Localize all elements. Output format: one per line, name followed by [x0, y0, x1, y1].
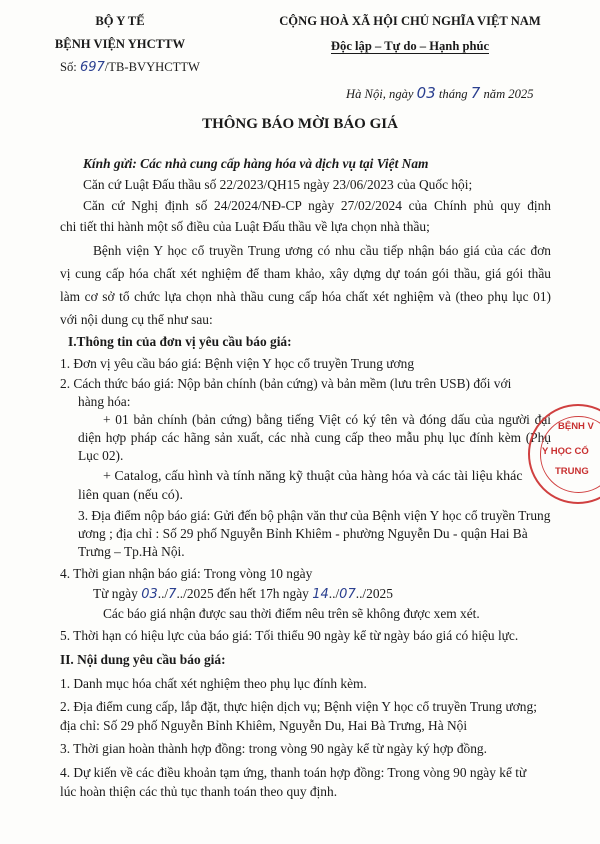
doc-number-handwritten: 697: [79, 60, 105, 75]
to-tail: ../2025: [355, 586, 393, 601]
section-1-sub-1a: + 01 bản chính (bản cứng) bằng tiếng Việt có ký tên và đóng dấu của người đại: [103, 412, 551, 427]
section-1-date-range: [93, 586, 393, 602]
section-2-item-4a: 4. Dự kiến về các điều khoản tạm ứng, thanh toán hợp đồng: Trong vòng 90 ngày kể từ: [60, 765, 527, 780]
section-1-item-3c: Trưng – Tp.Hà Nội.: [78, 544, 185, 559]
section-1-heading: I.Thông tin của đơn vị yêu cầu báo giá:: [68, 334, 292, 349]
date-year: năm 2025: [483, 87, 534, 101]
header-doc-number: [60, 60, 200, 75]
section-1-item-4: 4. Thời gian nhận báo giá: Trong vòng 10 ngày: [60, 566, 313, 581]
basis-law: Căn cứ Luật Đấu thầu số 22/2023/QH15 ngày 23/06/2023 của Quốc hội;: [83, 177, 473, 192]
section-2-heading: II. Nội dung yêu cầu báo giá:: [60, 652, 226, 667]
section-1-sub-2b: liên quan (nếu có).: [78, 488, 183, 503]
date-month-label: tháng: [438, 87, 468, 101]
document-title: THÔNG BÁO MỜI BÁO GIÁ: [202, 116, 398, 132]
stamp-clip: [520, 404, 600, 504]
section-1-late-note: Các báo giá nhận được sau thời điểm nêu trên sẽ không được xem xét.: [103, 606, 480, 621]
intro-line-2: vị cung cấp hóa chất xét nghiệm để tham khảo, xây dựng dự toán gói thầu, giá gói thầu: [60, 266, 551, 281]
header-motto-wrap: [255, 37, 565, 55]
section-1-sub-1c: Lục 02).: [78, 448, 124, 463]
date-prefix: Hà Nội, ngày: [346, 87, 414, 101]
basis-decree-2: chi tiết thi hành một số điều của Luật Đấu thầu về lựa chọn nhà thầu;: [60, 219, 430, 234]
from-tail: ../2025 đến hết 17h ngày: [176, 586, 309, 601]
to-sep: ../: [328, 586, 340, 601]
date-day: 03: [416, 84, 436, 102]
section-1-item-3a: 3. Địa điểm nộp báo giá: Gửi đến bộ phận văn thư của Bệnh viện Y học cổ truyền Trung: [78, 508, 551, 523]
section-1-item-2a: 2. Cách thức báo giá: Nộp bản chính (bản cứng) và bản mềm (lưu trên USB) đối với: [60, 376, 512, 391]
addressee: Kính gửi: Các nhà cung cấp hàng hóa và dịch vụ tại Việt Nam: [83, 156, 429, 171]
section-2-item-3: 3. Thời gian hoàn thành hợp đồng: trong vòng 90 ngày kể từ ngày ký hợp đồng.: [60, 741, 487, 756]
section-1-item-2b: hàng hóa:: [78, 394, 131, 409]
from-day: 03: [141, 587, 158, 602]
from-month: 7: [168, 587, 177, 602]
header-hospital: BỆNH VIỆN YHCTTW: [54, 37, 186, 51]
intro-line-1: Bệnh viện Y học cổ truyền Trung ương có nhu cầu tiếp nhận báo giá của các đơn: [93, 243, 551, 258]
section-1-item-1: 1. Đơn vị yêu cầu báo giá: Bệnh viện Y học cổ truyền Trung ương: [60, 356, 415, 371]
doc-number-prefix: Số:: [60, 60, 77, 74]
section-2-item-1: 1. Danh mục hóa chất xét nghiệm theo phụ lục đính kèm.: [60, 676, 367, 691]
date-month: 7: [470, 84, 481, 102]
header-country: CỘNG HOÀ XÃ HỘI CHỦ NGHĨA VIỆT NAM: [279, 14, 541, 28]
header-date: [346, 84, 534, 102]
section-1-item-5: 5. Thời hạn có hiệu lực của báo giá: Tối thiểu 90 ngày kể từ ngày báo giá có hiệu lực.: [60, 628, 519, 643]
section-2-item-2b: địa chỉ: Số 29 phố Nguyễn Bỉnh Khiêm, Nguyễn Du, Hai Bà Trưng, Hà Nội: [60, 718, 468, 733]
section-1-sub-2a: + Catalog, cấu hình và tính năng kỹ thuật của hàng hóa và các tài liệu khác: [103, 469, 523, 484]
from-sep: ../: [157, 586, 169, 601]
header-motto: Độc lập – Tự do – Hạnh phúc: [330, 39, 490, 53]
section-2-item-4b: lúc hoàn thiện các thủ tục thanh toán theo quy định.: [60, 784, 338, 799]
stamp-line-1: BỆNH V: [558, 421, 594, 432]
intro-line-4: với nội dung cụ thể như sau:: [60, 312, 213, 327]
basis-decree-1: Căn cứ Nghị định số 24/2024/NĐ-CP ngày 27/02/2024 của Chính phủ quy định: [83, 198, 551, 213]
to-day: 14: [312, 587, 329, 602]
section-2-item-2a: 2. Địa điểm cung cấp, lắp đặt, thực hiện dịch vụ; Bệnh viện Y học cổ truyền Trung ương;: [60, 699, 537, 714]
from-label: Từ ngày: [93, 586, 138, 601]
stamp-line-2: Y HỌC CỔ: [542, 446, 589, 457]
section-1-sub-1b: diện hợp pháp các hãng sản xuất, các nhà cung cấp theo mẫu phụ lục đính kèm (Phụ: [78, 430, 551, 445]
section-1-item-3b: ương ; địa chỉ : Số 29 phố Nguyễn Bỉnh Khiêm - phường Nguyễn Du - quận Hai Bà: [78, 526, 528, 541]
doc-number-suffix: /TB-BVYHCTTW: [104, 60, 200, 74]
hospital-stamp: [528, 404, 600, 504]
to-month: 07: [339, 587, 356, 602]
intro-line-3: làm cơ sở tổ chức lựa chọn nhà thầu cung cấp hóa chất xét nghiệm và (theo phụ lục 01): [60, 289, 551, 304]
header-ministry: BỘ Y TẾ: [95, 14, 145, 28]
stamp-line-3: TRUNG: [555, 466, 589, 477]
